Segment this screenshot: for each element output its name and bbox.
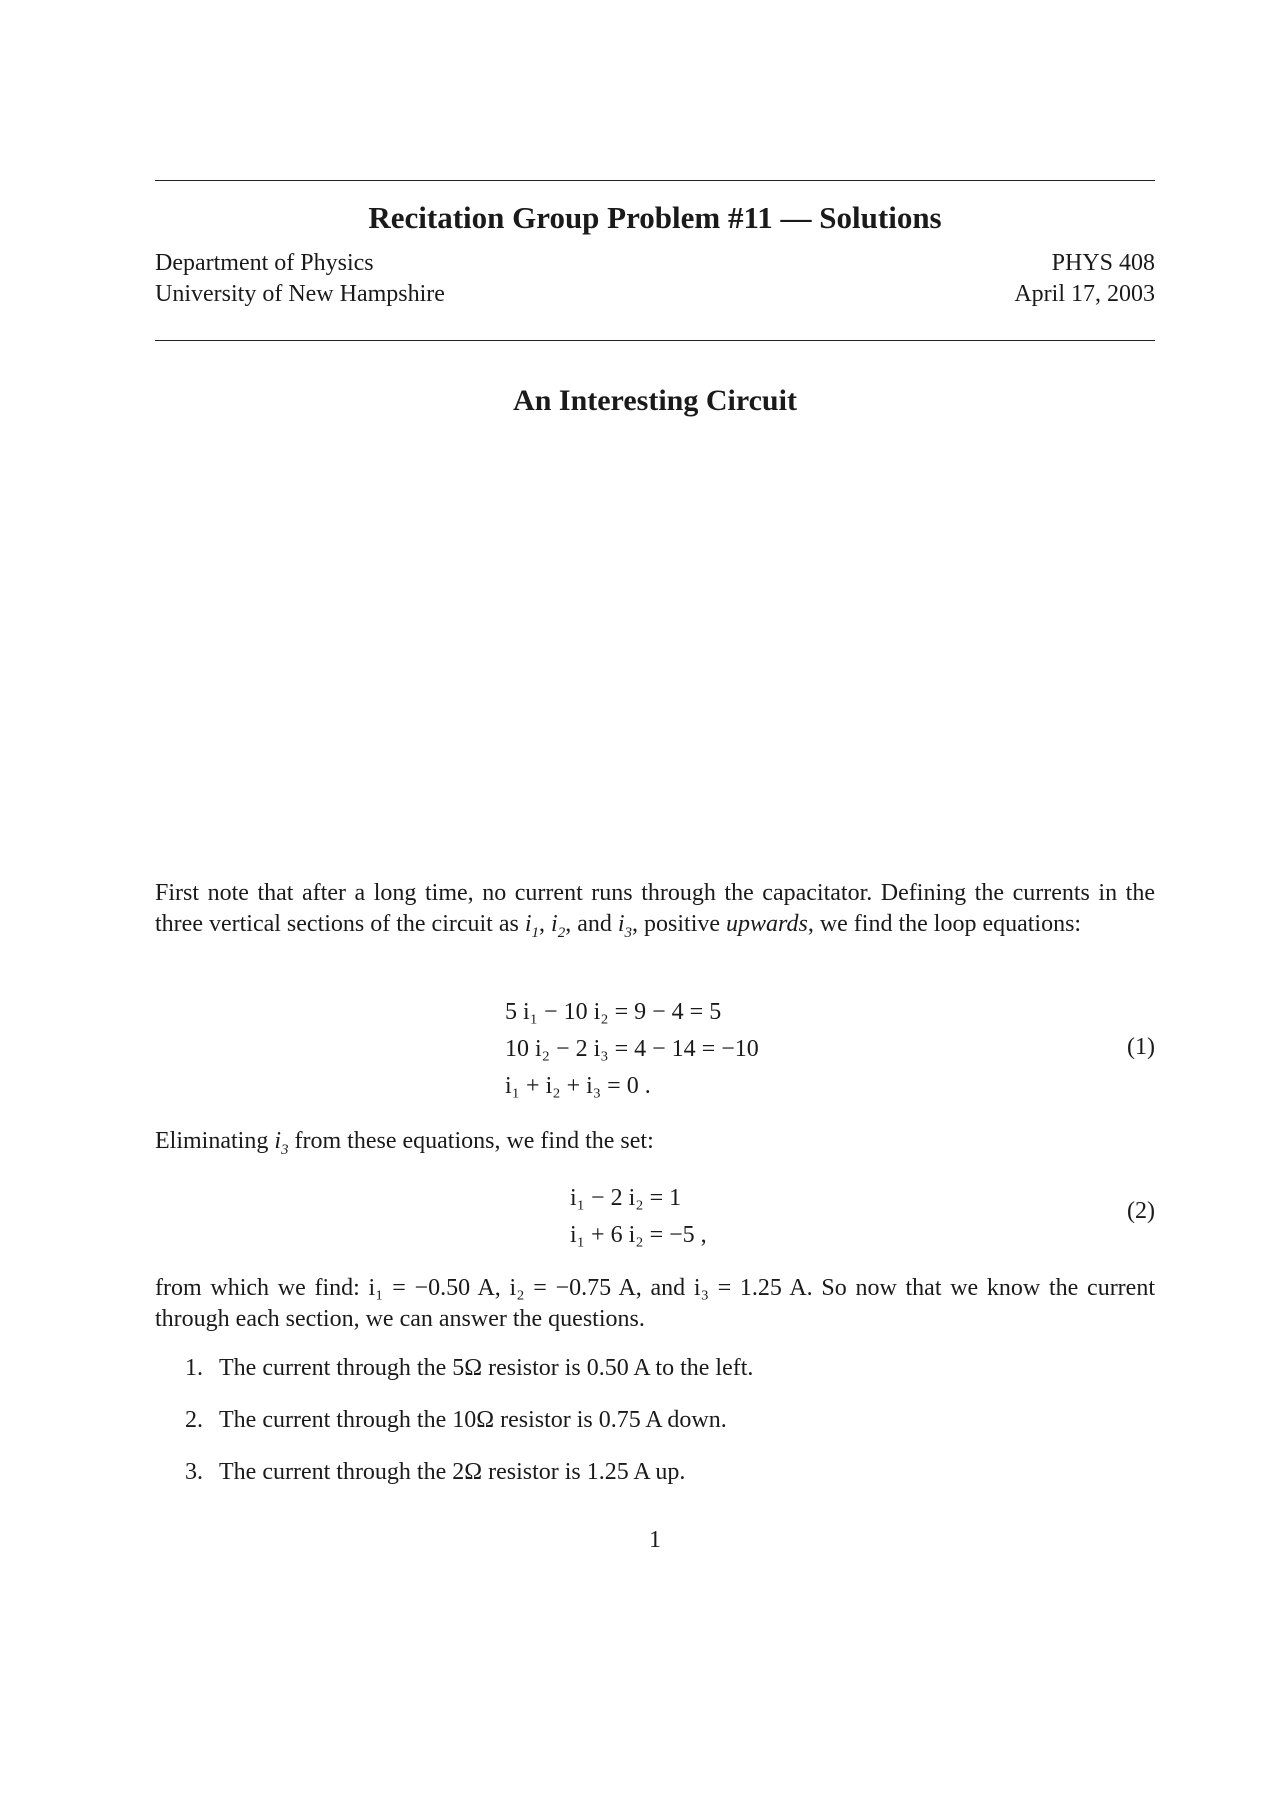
equation-line: i₁ − 2 i₂ = 1: [570, 1185, 682, 1211]
equation-set-2: [570, 1180, 707, 1254]
var-i2: $i_2$: [551, 911, 566, 941]
header-right-block: [855, 248, 1155, 310]
para1-text-a: First note that after a long time, no current runs through the capacitator. Defining the currents in the three vertical sections of the circuit as: [155, 880, 1155, 937]
var-i3-inline: $i_3$: [274, 1128, 289, 1158]
page-number: 1: [649, 1527, 661, 1553]
header-top-rule: [155, 180, 1155, 181]
section-title: An Interesting Circuit: [513, 384, 797, 417]
university-label: University of New Hampshire: [155, 281, 445, 307]
var-i1: $i_1$: [524, 911, 540, 941]
list-item: [185, 1405, 1155, 1436]
var-i3: $i_3$: [617, 911, 633, 941]
para2-text-b: from these equations, we find the set:: [288, 1128, 654, 1154]
equation-line: i₁ + 6 i₂ = −5 ,: [570, 1222, 707, 1248]
results-paragraph: from which we find: i₁ = −0.50 A, i₂ = −0.75 A, and i₃ = 1.25 A. So now that we know the current through each section, we can answer the questions.: [155, 1275, 1155, 1332]
para1-sep2: , and: [565, 911, 618, 937]
course-label: PHYS 408: [1051, 250, 1155, 276]
equation-number-2: (2): [1127, 1198, 1155, 1224]
date-label: April 17, 2003: [1014, 281, 1155, 307]
list-item-text: The current through the 5Ω resistor is 0.50 A to the left.: [219, 1355, 754, 1381]
department-label: Department of Physics: [155, 250, 374, 276]
equation-line: 5 i₁ − 10 i₂ = 9 − 4 = 5: [505, 999, 722, 1025]
header-bottom-rule: [155, 340, 1155, 341]
list-item-text: The current through the 10Ω resistor is 0.75 A down.: [219, 1407, 727, 1433]
list-item-number: 2.: [185, 1407, 203, 1433]
equation-line: i₁ + i₂ + i₃ = 0 .: [505, 1073, 651, 1099]
para1-sep1: ,: [539, 911, 552, 937]
answer-list: [185, 1353, 1155, 1509]
elimination-paragraph: [155, 1126, 1155, 1157]
list-item: [185, 1457, 1155, 1488]
list-item-number: 3.: [185, 1459, 203, 1485]
intro-paragraph: [155, 878, 1155, 940]
list-item: [185, 1353, 1155, 1384]
para1-text-c: , we find the loop equations:: [807, 911, 1082, 937]
equation-line: 10 i₂ − 2 i₃ = 4 − 14 = −10: [505, 1036, 759, 1062]
emphasis-upwards: upwards: [726, 911, 808, 937]
para1-text-b: , positive: [632, 911, 727, 937]
equation-number-1: (1): [1127, 1034, 1155, 1060]
header-left-block: [155, 248, 445, 310]
para2-text-a: Eliminating: [155, 1128, 275, 1154]
list-item-number: 1.: [185, 1355, 203, 1381]
equation-set-1: [505, 994, 759, 1105]
document-title: Recitation Group Problem #11 — Solutions: [368, 200, 942, 235]
list-item-text: The current through the 2Ω resistor is 1.25 A up.: [219, 1459, 686, 1485]
